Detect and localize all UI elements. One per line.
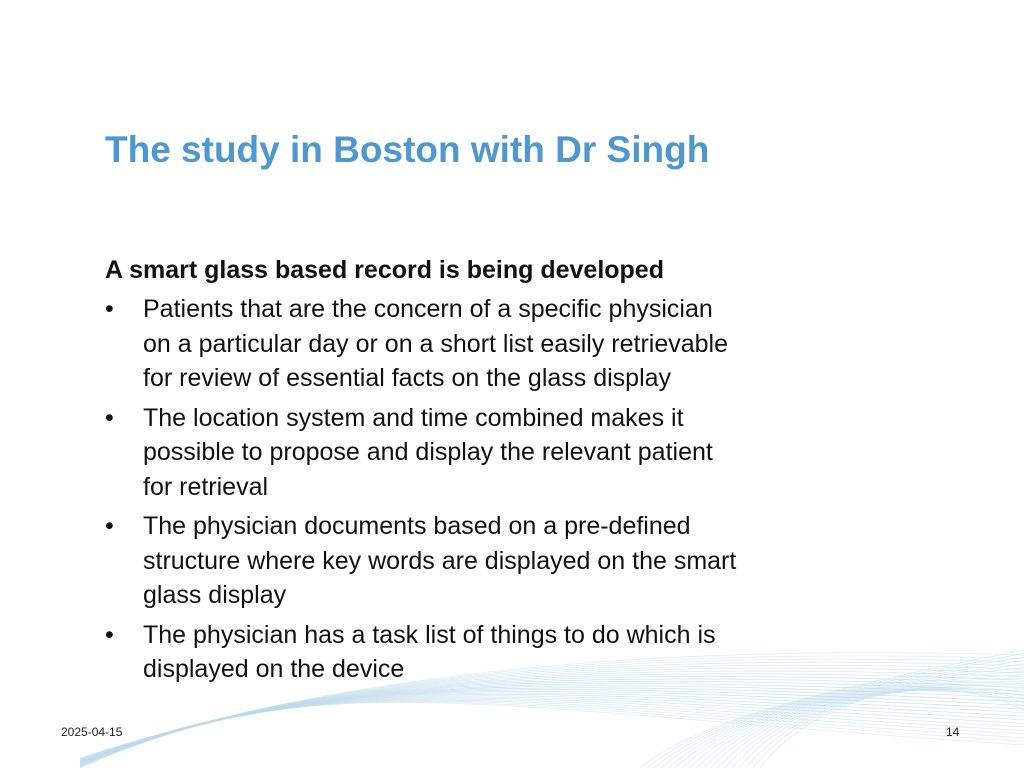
bullet-icon: • xyxy=(105,620,114,649)
bullet-list xyxy=(105,292,845,687)
bullet-icon: • xyxy=(105,295,114,323)
bullet-item xyxy=(105,509,845,613)
bullet-item xyxy=(105,618,845,687)
wave-line xyxy=(80,701,1024,767)
wave-line xyxy=(80,700,1024,767)
slide-body xyxy=(105,252,845,692)
body-heading: A smart glass based record is being developed xyxy=(105,256,664,284)
bullet-line: for retrieval xyxy=(143,472,269,501)
bullet-line: glass display xyxy=(143,581,287,609)
bullet-line: possible to propose and display the relevant patient xyxy=(143,438,713,466)
bullet-item xyxy=(105,292,845,396)
wave-line xyxy=(80,686,1024,763)
slide-title: The study in Boston with Dr Singh xyxy=(105,129,710,170)
wave-line xyxy=(80,699,1024,766)
wave-line xyxy=(80,690,1024,764)
bullet-item xyxy=(105,401,845,505)
footer-date: 2025-04-15 xyxy=(61,725,123,739)
bullet-line: The physician documents based on a pre-defined xyxy=(143,512,691,540)
wave-line xyxy=(80,696,1024,766)
wave-line xyxy=(80,691,1024,764)
bullet-line: on a particular day or on a short list easily retrievable xyxy=(143,329,729,358)
bullet-line: The physician has a task list of things to do which is xyxy=(143,620,716,649)
bullet-icon: • xyxy=(105,512,114,540)
bullet-line: Patients that are the concern of a specific physician xyxy=(143,295,713,323)
bullet-line: displayed on the device xyxy=(143,655,405,683)
bullet-icon: • xyxy=(105,403,114,432)
footer-page-number: 14 xyxy=(946,725,960,739)
bullet-line: structure where key words are displayed on the smart xyxy=(143,546,737,575)
bullet-line: The location system and time combined makes it xyxy=(143,403,684,432)
bullet-line: for review of essential facts on the glass display xyxy=(143,364,672,392)
